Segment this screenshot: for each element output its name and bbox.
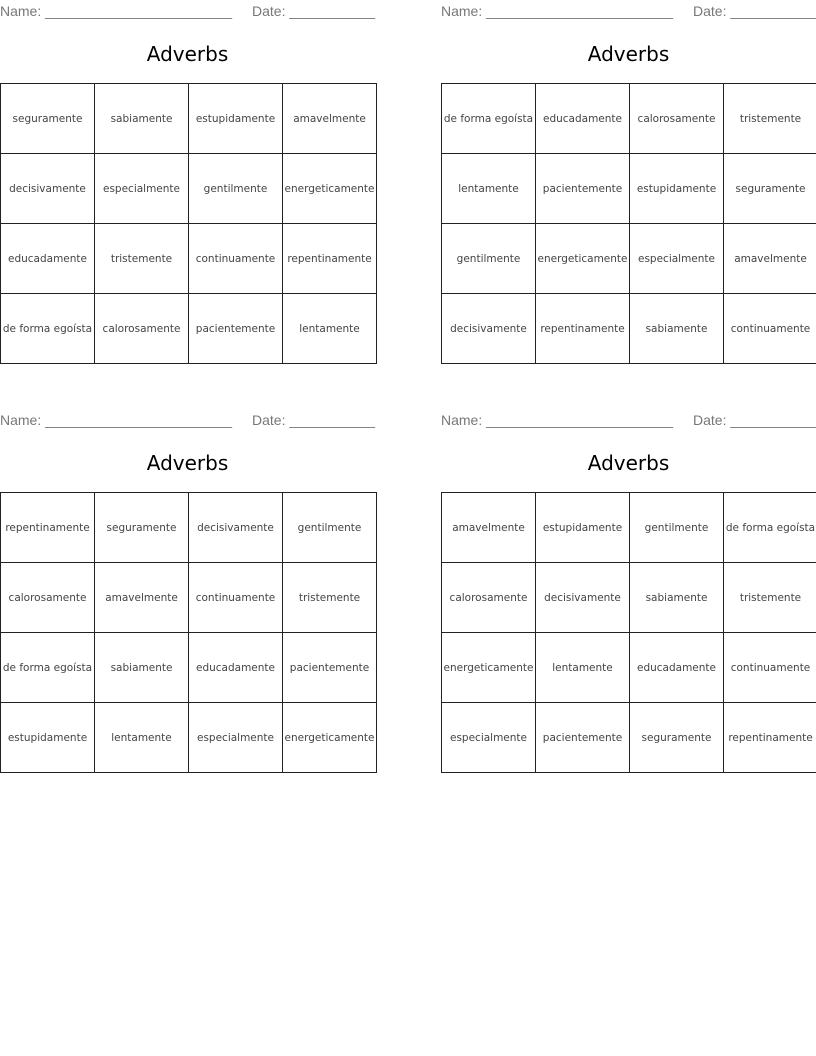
grid-cell: tristemente <box>724 84 816 154</box>
grid-cell: lentamente <box>95 703 189 773</box>
grid-cell: calorosamente <box>95 294 189 364</box>
bingo-card <box>0 0 375 365</box>
grid-cell: especialmente <box>189 703 283 773</box>
grid-cell: seguramente <box>724 154 816 224</box>
grid-cell: de forma egoísta <box>724 493 816 563</box>
grid-cell: decisivamente <box>442 294 536 364</box>
grid-cell: sabiamente <box>630 563 724 633</box>
grid-cell: repentinamente <box>536 294 630 364</box>
grid-cell: amavelmente <box>95 563 189 633</box>
grid-cell: educadamente <box>630 633 724 703</box>
grid-cell: tristemente <box>283 563 377 633</box>
grid-cell: pacientemente <box>536 154 630 224</box>
grid-cell: estupidamente <box>189 84 283 154</box>
grid-row <box>1 703 377 773</box>
card-title: Adverbs <box>146 42 229 66</box>
grid-cell: continuamente <box>189 224 283 294</box>
grid-cell: seguramente <box>630 703 724 773</box>
grid-cell: calorosamente <box>1 563 95 633</box>
grid-cell: repentinamente <box>1 493 95 563</box>
name-date-row <box>441 412 816 430</box>
grid-row <box>1 224 377 294</box>
grid-cell: especialmente <box>95 154 189 224</box>
grid-row <box>442 154 816 224</box>
grid-cell: energeticamente <box>283 703 377 773</box>
date-field: Date: ___________ <box>693 412 816 428</box>
grid-cell: sabiamente <box>95 84 189 154</box>
grid-row <box>1 563 377 633</box>
grid-cell: tristemente <box>95 224 189 294</box>
grid-cell: continuamente <box>724 294 816 364</box>
grid-row <box>442 84 816 154</box>
bingo-grid <box>441 83 816 364</box>
grid-cell: calorosamente <box>630 84 724 154</box>
grid-cell: estupidamente <box>1 703 95 773</box>
grid-cell: repentinamente <box>283 224 377 294</box>
grid-row <box>1 493 377 563</box>
bingo-grid <box>0 83 377 364</box>
grid-cell: energeticamente <box>283 154 377 224</box>
grid-row <box>442 703 816 773</box>
bingo-grid <box>441 492 816 773</box>
name-field: Name: ________________________ <box>441 412 673 428</box>
grid-cell: pacientemente <box>536 703 630 773</box>
grid-row <box>442 633 816 703</box>
grid-cell: tristemente <box>724 563 816 633</box>
grid-cell: decisivamente <box>1 154 95 224</box>
grid-cell: amavelmente <box>442 493 536 563</box>
grid-cell: de forma egoísta <box>1 294 95 364</box>
date-field: Date: ___________ <box>252 412 375 428</box>
grid-cell: seguramente <box>95 493 189 563</box>
grid-cell: gentilmente <box>442 224 536 294</box>
name-date-row <box>0 3 375 21</box>
grid-cell: lentamente <box>536 633 630 703</box>
grid-cell: decisivamente <box>189 493 283 563</box>
grid-cell: especialmente <box>630 224 724 294</box>
name-date-row <box>0 412 375 430</box>
grid-cell: de forma egoísta <box>442 84 536 154</box>
bingo-grid <box>0 492 377 773</box>
bingo-card <box>0 409 375 774</box>
grid-row <box>1 294 377 364</box>
grid-row <box>442 493 816 563</box>
grid-cell: especialmente <box>442 703 536 773</box>
grid-cell: repentinamente <box>724 703 816 773</box>
name-field: Name: ________________________ <box>0 412 232 428</box>
grid-cell: gentilmente <box>283 493 377 563</box>
grid-cell: educadamente <box>189 633 283 703</box>
grid-cell: calorosamente <box>442 563 536 633</box>
bingo-card <box>441 0 816 365</box>
grid-row <box>442 294 816 364</box>
grid-cell: amavelmente <box>724 224 816 294</box>
grid-cell: estupidamente <box>630 154 724 224</box>
card-title: Adverbs <box>587 42 670 66</box>
grid-cell: energeticamente <box>536 224 630 294</box>
grid-cell: estupidamente <box>536 493 630 563</box>
grid-row <box>442 224 816 294</box>
grid-row <box>1 84 377 154</box>
date-field: Date: ___________ <box>693 3 816 19</box>
grid-cell: pacientemente <box>189 294 283 364</box>
grid-cell: lentamente <box>442 154 536 224</box>
grid-cell: lentamente <box>283 294 377 364</box>
grid-cell: continuamente <box>189 563 283 633</box>
grid-cell: amavelmente <box>283 84 377 154</box>
name-field: Name: ________________________ <box>441 3 673 19</box>
grid-cell: pacientemente <box>283 633 377 703</box>
name-field: Name: ________________________ <box>0 3 232 19</box>
grid-cell: sabiamente <box>630 294 724 364</box>
grid-cell: decisivamente <box>536 563 630 633</box>
name-date-row <box>441 3 816 21</box>
grid-cell: educadamente <box>536 84 630 154</box>
grid-cell: energeticamente <box>442 633 536 703</box>
grid-cell: seguramente <box>1 84 95 154</box>
grid-row <box>442 563 816 633</box>
date-field: Date: ___________ <box>252 3 375 19</box>
grid-cell: gentilmente <box>630 493 724 563</box>
card-title: Adverbs <box>587 451 670 475</box>
grid-row <box>1 154 377 224</box>
grid-cell: sabiamente <box>95 633 189 703</box>
grid-cell: educadamente <box>1 224 95 294</box>
bingo-card <box>441 409 816 774</box>
grid-cell: continuamente <box>724 633 816 703</box>
grid-cell: gentilmente <box>189 154 283 224</box>
grid-row <box>1 633 377 703</box>
card-title: Adverbs <box>146 451 229 475</box>
grid-cell: de forma egoísta <box>1 633 95 703</box>
